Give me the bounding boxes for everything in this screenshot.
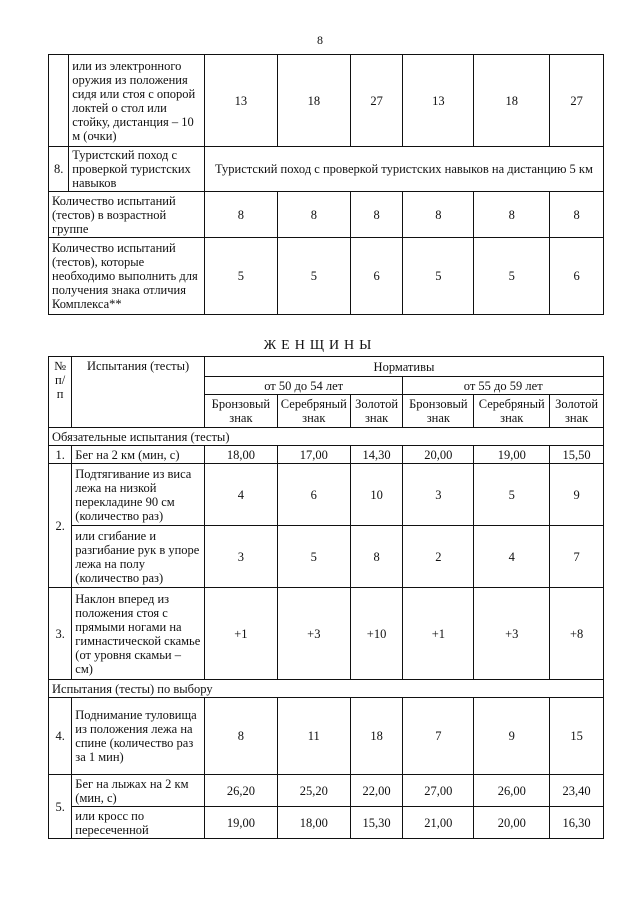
table-row: 1. Бег на 2 км (мин, с) 18,00 17,00 14,30 20,00 19,00 15,50	[49, 446, 604, 464]
table-row: Количество испытаний (тестов) в возрастной группе 8 8 8 8 8 8	[49, 192, 604, 238]
table-row: 3. Наклон вперед из положения стоя с прямыми ногами на гимнастической скамье (от уровня скамьи – см) +1 +3 +10 +1 +3 +8	[49, 588, 604, 680]
row-number: 2.	[49, 464, 72, 588]
merged-norm: Туристский поход с проверкой туристских навыков на дистанцию 5 км	[204, 147, 603, 192]
test-name: Бег на лыжах на 2 км (мин, с)	[72, 775, 205, 807]
badge-header: Золотой знак	[350, 395, 403, 428]
table-row: Количество испытаний (тестов), которые необходимо выполнить для получения знака отличия Комплекса** 5 5 6 5 5 6	[49, 238, 604, 315]
table-row: или кросс по пересеченной 19,00 18,00 15,30 21,00 20,00 16,30	[49, 807, 604, 839]
test-name: Туристский поход с проверкой туристских навыков	[69, 147, 205, 192]
badge-count-label: Количество испытаний (тестов), которые необходимо выполнить для получения знака отличия Комплекса**	[49, 238, 205, 315]
row-number: 5.	[49, 775, 72, 839]
badge-header: Серебряный знак	[474, 395, 550, 428]
tests-header: Испытания (тесты)	[72, 357, 205, 428]
header-row	[49, 357, 604, 377]
page-number: 8	[317, 33, 323, 47]
top-norms-table	[48, 54, 604, 315]
test-name: Бег на 2 км (мин, с)	[72, 446, 205, 464]
optional-section-label: Испытания (тесты) по выбору	[49, 680, 604, 698]
section-row	[49, 428, 604, 446]
table-row: 2. Подтягивание из виса лежа на низкой перекладине 90 см (количество раз) 4 6 10 3 5 9	[49, 464, 604, 526]
test-name: или кросс по пересеченной	[72, 807, 205, 839]
section-row	[49, 680, 604, 698]
row-number: 3.	[49, 588, 72, 680]
count-label: Количество испытаний (тестов) в возрастной группе	[49, 192, 205, 238]
badge-header: Бронзовый знак	[403, 395, 474, 428]
test-name: или из электронного оружия из положения сидя или стоя с опорой локтей о стол или стойку, дистанция – 10 м (очки)	[69, 55, 205, 147]
table-row: 5. Бег на лыжах на 2 км (мин, с) 26,20 25,20 22,00 27,00 26,00 23,40	[49, 775, 604, 807]
badge-header: Бронзовый знак	[204, 395, 277, 428]
test-name: Поднимание туловища из положения лежа на спине (количество раз за 1 мин)	[72, 698, 205, 775]
age-group-header: от 55 до 59 лет	[403, 377, 604, 395]
test-name: Подтягивание из виса лежа на низкой перекладине 90 см (количество раз)	[72, 464, 205, 526]
table-row: или сгибание и разгибание рук в упоре лежа на полу (количество раз) 3 5 8 2 4 7	[49, 526, 604, 588]
table-row: 4. Поднимание туловища из положения лежа на спине (количество раз за 1 мин) 8 11 18 7 9 15	[49, 698, 604, 775]
table-row	[49, 147, 604, 192]
test-name: или сгибание и разгибание рук в упоре лежа на полу (количество раз)	[72, 526, 205, 588]
row-number: 1.	[49, 446, 72, 464]
row-number: 4.	[49, 698, 72, 775]
badge-header: Серебряный знак	[277, 395, 350, 428]
women-norms-table	[48, 356, 604, 839]
mandatory-section-label: Обязательные испытания (тесты)	[49, 428, 604, 446]
test-name: Наклон вперед из положения стоя с прямыми ногами на гимнастической скамье (от уровня скамьи – см)	[72, 588, 205, 680]
number-header: № п/п	[49, 357, 72, 428]
row-number: 8.	[49, 147, 69, 192]
age-group-header: от 50 до 54 лет	[204, 377, 402, 395]
section-title: ЖЕНЩИНЫ	[263, 338, 377, 353]
norms-header: Нормативы	[204, 357, 603, 377]
table-row: или из электронного оружия из положения сидя или стоя с опорой локтей о стол или стойку, дистанция – 10 м (очки) 13 18 27 13 18 27	[49, 55, 604, 147]
badge-header: Золотой знак	[550, 395, 604, 428]
